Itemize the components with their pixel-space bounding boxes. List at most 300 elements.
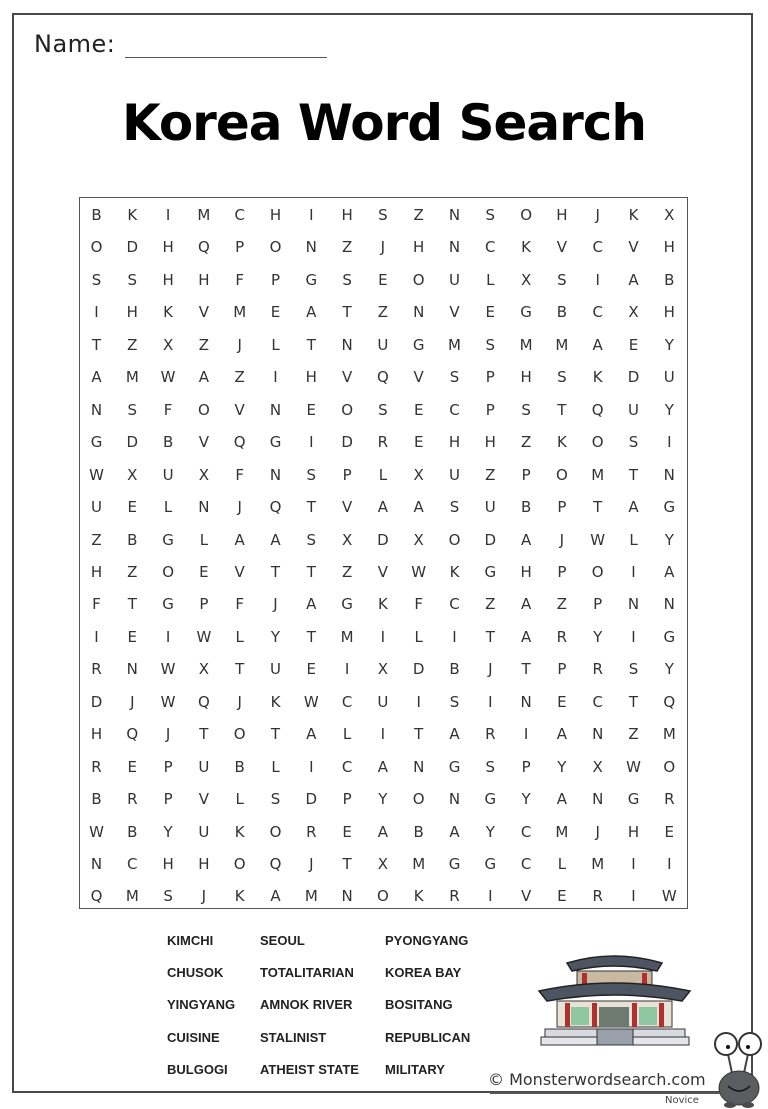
grid-cell[interactable]: Y — [557, 757, 567, 776]
grid-cell[interactable]: I — [309, 757, 314, 776]
grid-cell[interactable]: T — [628, 692, 639, 711]
grid-cell[interactable]: Q — [90, 887, 103, 906]
grid-cell[interactable]: Y — [163, 822, 173, 841]
grid-cell[interactable]: O — [90, 238, 103, 257]
grid-cell[interactable]: I — [273, 368, 278, 387]
grid-cell[interactable]: S — [485, 757, 496, 776]
grid-cell[interactable]: E — [413, 400, 424, 419]
grid-cell[interactable]: H — [520, 562, 532, 581]
grid-cell[interactable]: O — [448, 530, 461, 549]
grid-cell[interactable]: P — [521, 757, 531, 776]
grid-cell[interactable]: S — [628, 660, 639, 679]
grid-cell[interactable]: D — [627, 368, 640, 387]
grid-cell[interactable]: B — [234, 757, 245, 776]
grid-cell[interactable]: M — [340, 627, 354, 646]
grid-cell[interactable]: J — [559, 530, 565, 549]
grid-cell[interactable]: K — [556, 433, 567, 452]
grid-cell[interactable]: F — [235, 465, 244, 484]
grid-cell[interactable]: O — [162, 562, 174, 581]
grid-cell[interactable]: U — [663, 368, 675, 387]
grid-cell[interactable]: H — [663, 303, 675, 322]
grid-cell[interactable]: U — [449, 465, 460, 484]
grid-cell[interactable]: C — [520, 855, 532, 873]
grid-cell[interactable]: H — [448, 433, 461, 452]
grid-cell[interactable]: N — [90, 855, 103, 873]
grid-cell[interactable]: T — [199, 725, 209, 744]
grid-cell[interactable]: V — [377, 562, 389, 581]
grid-cell[interactable]: T — [342, 303, 352, 322]
grid-cell[interactable]: S — [342, 270, 352, 289]
grid-cell[interactable]: T — [91, 335, 102, 354]
grid-cell[interactable]: A — [234, 530, 245, 549]
grid-cell[interactable]: L — [378, 465, 388, 484]
grid-cell[interactable]: I — [523, 725, 529, 744]
grid-cell[interactable]: S — [306, 465, 317, 484]
grid-cell[interactable]: I — [380, 627, 386, 646]
grid-cell[interactable]: A — [306, 303, 317, 322]
grid-cell[interactable]: P — [270, 270, 281, 289]
grid-cell[interactable]: O — [269, 238, 282, 257]
grid-cell[interactable]: N — [341, 335, 353, 354]
grid-cell[interactable]: C — [592, 303, 603, 322]
grid-cell[interactable]: U — [449, 270, 460, 289]
grid-cell[interactable]: M — [591, 465, 605, 484]
grid-cell[interactable]: C — [127, 855, 138, 873]
grid-cell[interactable]: L — [271, 335, 280, 354]
grid-cell[interactable]: M — [448, 335, 461, 354]
grid-cell[interactable]: R — [485, 725, 496, 744]
grid-cell[interactable]: H — [269, 206, 282, 224]
grid-cell[interactable]: V — [198, 303, 210, 322]
grid-cell[interactable]: I — [631, 887, 636, 906]
grid-cell[interactable]: H — [663, 238, 675, 257]
grid-cell[interactable]: U — [484, 498, 496, 517]
grid-cell[interactable]: N — [413, 303, 425, 322]
grid-cell[interactable]: P — [521, 465, 531, 484]
grid-cell[interactable]: A — [449, 822, 460, 841]
grid-cell[interactable]: G — [484, 855, 497, 873]
grid-cell[interactable]: U — [270, 660, 281, 679]
grid-cell[interactable]: H — [198, 855, 210, 873]
grid-cell[interactable]: V — [198, 790, 210, 809]
grid-cell[interactable]: N — [592, 725, 604, 744]
grid-cell[interactable]: I — [309, 433, 314, 452]
grid-cell[interactable]: B — [91, 206, 102, 224]
grid-cell[interactable]: A — [664, 562, 675, 581]
grid-cell[interactable]: Z — [198, 335, 210, 354]
grid-cell[interactable]: O — [233, 725, 246, 744]
grid-cell[interactable]: R — [306, 822, 317, 841]
grid-cell[interactable]: U — [628, 400, 639, 419]
grid-cell[interactable]: A — [306, 725, 317, 744]
grid-cell[interactable]: B — [127, 530, 138, 549]
grid-cell[interactable]: G — [520, 303, 532, 322]
grid-cell[interactable]: O — [591, 562, 604, 581]
grid-cell[interactable]: A — [377, 498, 389, 517]
grid-cell[interactable]: F — [235, 270, 244, 289]
grid-cell[interactable]: Z — [341, 562, 353, 581]
grid-cell[interactable]: H — [484, 433, 496, 452]
grid-cell[interactable]: M — [555, 822, 569, 841]
grid-cell[interactable]: O — [341, 400, 353, 419]
grid-cell[interactable]: Y — [593, 627, 603, 646]
grid-cell[interactable]: J — [273, 595, 278, 614]
grid-cell[interactable]: Z — [341, 238, 353, 257]
grid-cell[interactable]: Z — [127, 562, 138, 581]
grid-cell[interactable]: B — [449, 660, 460, 679]
grid-cell[interactable]: H — [90, 562, 103, 581]
grid-cell[interactable]: D — [484, 530, 497, 549]
grid-cell[interactable]: Y — [664, 660, 674, 679]
grid-cell[interactable]: R — [127, 790, 138, 809]
grid-cell[interactable]: P — [557, 498, 567, 517]
grid-cell[interactable]: T — [521, 660, 531, 679]
grid-cell[interactable]: S — [521, 400, 531, 419]
grid-cell[interactable]: V — [198, 433, 210, 452]
grid-cell[interactable]: Z — [377, 303, 389, 322]
grid-cell[interactable]: G — [162, 595, 174, 614]
grid-cell[interactable]: Y — [664, 400, 674, 419]
grid-cell[interactable]: A — [628, 498, 639, 517]
grid-cell[interactable]: S — [127, 400, 138, 419]
grid-cell[interactable]: W — [160, 692, 176, 711]
grid-cell[interactable]: E — [199, 562, 209, 581]
grid-cell[interactable]: T — [235, 660, 245, 679]
grid-cell[interactable]: X — [628, 303, 639, 322]
grid-cell[interactable]: H — [126, 303, 138, 322]
grid-cell[interactable]: C — [341, 692, 353, 711]
grid-cell[interactable]: Y — [378, 790, 388, 809]
grid-cell[interactable]: J — [595, 206, 600, 224]
grid-cell[interactable]: Z — [628, 725, 639, 744]
grid-cell[interactable]: X — [520, 270, 532, 289]
grid-cell[interactable]: X — [413, 465, 424, 484]
grid-cell[interactable]: P — [342, 790, 352, 809]
grid-cell[interactable]: E — [127, 757, 138, 776]
grid-cell[interactable]: E — [557, 692, 567, 711]
grid-cell[interactable]: E — [485, 303, 496, 322]
grid-cell[interactable]: C — [449, 400, 460, 419]
grid-cell[interactable]: K — [377, 595, 388, 614]
grid-cell[interactable]: N — [663, 465, 675, 484]
grid-cell[interactable]: X — [198, 465, 210, 484]
grid-cell[interactable]: U — [377, 692, 389, 711]
grid-cell[interactable]: M — [662, 725, 676, 744]
grid-cell[interactable]: D — [412, 660, 425, 679]
grid-cell[interactable]: K — [163, 303, 174, 322]
grid-cell[interactable]: I — [488, 692, 493, 711]
grid-cell[interactable]: Z — [520, 433, 532, 452]
grid-cell[interactable]: B — [162, 433, 174, 452]
grid-cell[interactable]: B — [413, 822, 424, 841]
grid-cell[interactable]: K — [413, 887, 424, 906]
grid-cell[interactable]: P — [557, 660, 567, 679]
grid-cell[interactable]: L — [342, 725, 352, 744]
grid-cell[interactable]: K — [234, 822, 245, 841]
grid-cell[interactable]: X — [377, 660, 389, 679]
grid-cell[interactable]: A — [270, 530, 281, 549]
grid-cell[interactable]: W — [411, 562, 427, 581]
grid-cell[interactable]: K — [449, 562, 460, 581]
grid-cell[interactable]: L — [199, 530, 209, 549]
grid-cell[interactable]: B — [520, 498, 532, 517]
grid-cell[interactable]: S — [557, 368, 567, 387]
grid-cell[interactable]: G — [484, 790, 497, 809]
grid-cell[interactable]: F — [235, 595, 244, 614]
grid-cell[interactable]: C — [520, 822, 532, 841]
grid-cell[interactable]: W — [196, 627, 212, 646]
grid-cell[interactable]: R — [91, 660, 102, 679]
grid-cell[interactable]: T — [127, 595, 137, 614]
grid-cell[interactable]: L — [414, 627, 423, 646]
grid-cell[interactable]: O — [591, 433, 604, 452]
grid-cell[interactable]: N — [448, 790, 461, 809]
grid-cell[interactable]: Q — [269, 855, 282, 873]
grid-cell[interactable]: I — [416, 692, 421, 711]
grid-cell[interactable]: C — [449, 595, 460, 614]
grid-cell[interactable]: S — [378, 400, 388, 419]
grid-cell[interactable]: I — [488, 887, 493, 906]
name-blank-line[interactable] — [125, 31, 327, 58]
grid-cell[interactable]: N — [448, 206, 461, 224]
grid-cell[interactable]: V — [413, 368, 424, 387]
grid-cell[interactable]: D — [341, 433, 353, 452]
grid-cell[interactable]: H — [341, 206, 353, 224]
grid-cell[interactable]: T — [270, 562, 281, 581]
grid-cell[interactable]: J — [595, 822, 600, 841]
grid-cell[interactable]: R — [556, 627, 568, 646]
grid-cell[interactable]: A — [377, 822, 389, 841]
grid-cell[interactable]: S — [485, 206, 496, 224]
grid-cell[interactable]: G — [484, 562, 497, 581]
grid-cell[interactable]: P — [557, 562, 567, 581]
grid-cell[interactable]: A — [592, 335, 603, 354]
grid-cell[interactable]: V — [449, 303, 460, 322]
grid-cell[interactable]: I — [631, 562, 636, 581]
grid-cell[interactable]: F — [414, 595, 423, 614]
grid-cell[interactable]: H — [305, 368, 317, 387]
grid-cell[interactable]: I — [165, 627, 171, 646]
grid-cell[interactable]: P — [163, 757, 173, 776]
grid-cell[interactable]: H — [556, 206, 568, 224]
grid-cell[interactable]: T — [628, 465, 639, 484]
grid-cell[interactable]: G — [627, 790, 640, 809]
grid-cell[interactable]: M — [125, 887, 139, 906]
grid-cell[interactable]: T — [557, 400, 567, 419]
grid-cell[interactable]: U — [198, 757, 210, 776]
grid-cell[interactable]: X — [592, 757, 603, 776]
grid-cell[interactable]: G — [448, 855, 461, 873]
grid-cell[interactable]: M — [412, 855, 426, 873]
grid-cell[interactable]: P — [593, 595, 603, 614]
grid-cell[interactable]: Y — [270, 627, 281, 646]
grid-cell[interactable]: I — [595, 270, 600, 289]
grid-cell[interactable]: B — [91, 790, 102, 809]
grid-cell[interactable]: U — [377, 335, 389, 354]
grid-cell[interactable]: T — [306, 562, 316, 581]
grid-cell[interactable]: T — [306, 627, 316, 646]
grid-cell[interactable]: V — [520, 887, 532, 906]
grid-cell[interactable]: N — [520, 692, 532, 711]
grid-cell[interactable]: K — [127, 206, 138, 224]
grid-cell[interactable]: R — [449, 887, 460, 906]
grid-cell[interactable]: H — [198, 270, 210, 289]
grid-cell[interactable]: E — [127, 627, 138, 646]
grid-cell[interactable]: W — [303, 692, 319, 711]
grid-cell[interactable]: V — [556, 238, 568, 257]
grid-cell[interactable]: S — [557, 270, 567, 289]
grid-cell[interactable]: A — [556, 725, 568, 744]
grid-cell[interactable]: M — [555, 335, 569, 354]
grid-cell[interactable]: T — [342, 855, 352, 873]
grid-cell[interactable]: E — [664, 822, 675, 841]
grid-cell[interactable]: Q — [269, 498, 282, 517]
grid-cell[interactable]: Z — [234, 368, 245, 387]
grid-cell[interactable]: S — [485, 335, 496, 354]
grid-cell[interactable]: K — [521, 238, 532, 257]
grid-cell[interactable]: W — [160, 368, 176, 387]
grid-cell[interactable]: R — [91, 757, 102, 776]
grid-cell[interactable]: E — [270, 303, 281, 322]
grid-cell[interactable]: S — [449, 692, 460, 711]
grid-cell[interactable]: Z — [485, 465, 496, 484]
grid-cell[interactable]: O — [663, 757, 676, 776]
grid-cell[interactable]: A — [198, 368, 210, 387]
grid-cell[interactable]: J — [237, 498, 242, 517]
grid-cell[interactable]: O — [376, 887, 389, 906]
grid-cell[interactable]: T — [593, 498, 603, 517]
grid-cell[interactable]: A — [628, 270, 639, 289]
grid-cell[interactable]: I — [309, 206, 314, 224]
grid-cell[interactable]: P — [235, 238, 245, 257]
grid-cell[interactable]: N — [305, 238, 317, 257]
grid-cell[interactable]: E — [413, 433, 424, 452]
grid-cell[interactable]: X — [341, 530, 353, 549]
grid-cell[interactable]: P — [485, 400, 495, 419]
grid-cell[interactable]: G — [663, 627, 676, 646]
grid-cell[interactable]: W — [590, 530, 606, 549]
grid-cell[interactable]: N — [341, 887, 353, 906]
grid-cell[interactable]: R — [664, 790, 675, 809]
grid-cell[interactable]: Z — [91, 530, 102, 549]
grid-cell[interactable]: H — [162, 855, 174, 873]
grid-cell[interactable]: L — [235, 627, 244, 646]
grid-cell[interactable]: H — [162, 270, 174, 289]
grid-cell[interactable]: U — [91, 498, 102, 517]
grid-cell[interactable]: C — [234, 206, 245, 224]
grid-cell[interactable]: A — [91, 368, 102, 387]
grid-cell[interactable]: J — [130, 692, 135, 711]
grid-cell[interactable]: Q — [233, 433, 246, 452]
grid-cell[interactable]: Q — [197, 692, 210, 711]
grid-cell[interactable]: L — [486, 270, 495, 289]
grid-cell[interactable]: O — [555, 465, 568, 484]
grid-cell[interactable]: I — [667, 855, 672, 873]
grid-cell[interactable]: S — [449, 498, 460, 517]
grid-cell[interactable]: I — [344, 660, 350, 679]
grid-cell[interactable]: N — [663, 595, 675, 614]
grid-cell[interactable]: C — [592, 238, 603, 257]
grid-cell[interactable]: O — [412, 790, 425, 809]
grid-cell[interactable]: G — [663, 498, 676, 517]
grid-cell[interactable]: J — [309, 855, 314, 873]
grid-cell[interactable]: S — [127, 270, 138, 289]
grid-cell[interactable]: Z — [413, 206, 424, 224]
grid-cell[interactable]: M — [304, 887, 318, 906]
grid-cell[interactable]: O — [197, 400, 210, 419]
grid-cell[interactable]: R — [377, 433, 389, 452]
grid-cell[interactable]: S — [449, 368, 460, 387]
grid-cell[interactable]: N — [90, 400, 103, 419]
grid-cell[interactable]: K — [628, 206, 639, 224]
grid-cell[interactable]: A — [377, 757, 389, 776]
grid-cell[interactable]: P — [342, 465, 352, 484]
grid-cell[interactable]: S — [270, 790, 281, 809]
grid-cell[interactable]: E — [127, 498, 138, 517]
grid-cell[interactable]: A — [413, 498, 424, 517]
grid-cell[interactable]: X — [198, 660, 210, 679]
grid-cell[interactable]: Q — [591, 400, 604, 419]
grid-cell[interactable]: D — [126, 238, 139, 257]
grid-cell[interactable]: A — [520, 530, 532, 549]
grid-cell[interactable]: U — [162, 465, 174, 484]
grid-cell[interactable]: Z — [485, 595, 496, 614]
grid-cell[interactable]: N — [448, 238, 461, 257]
grid-cell[interactable]: A — [520, 627, 532, 646]
grid-cell[interactable]: N — [413, 757, 425, 776]
grid-cell[interactable]: G — [412, 335, 425, 354]
grid-cell[interactable]: X — [413, 530, 424, 549]
grid-cell[interactable]: J — [380, 238, 386, 257]
grid-cell[interactable]: Q — [126, 725, 139, 744]
grid-cell[interactable]: H — [413, 238, 425, 257]
grid-cell[interactable]: Y — [521, 790, 531, 809]
grid-cell[interactable]: B — [127, 822, 138, 841]
grid-cell[interactable]: V — [341, 498, 353, 517]
grid-cell[interactable]: O — [269, 822, 282, 841]
grid-cell[interactable]: M — [519, 335, 533, 354]
grid-cell[interactable]: V — [341, 368, 353, 387]
grid-cell[interactable]: L — [557, 855, 567, 873]
grid-cell[interactable]: E — [628, 335, 639, 354]
grid-cell[interactable]: N — [269, 400, 282, 419]
grid-cell[interactable]: J — [488, 660, 493, 679]
grid-cell[interactable]: D — [126, 433, 139, 452]
grid-cell[interactable]: W — [160, 660, 176, 679]
grid-cell[interactable]: A — [449, 725, 460, 744]
grid-cell[interactable]: S — [628, 433, 639, 452]
grid-cell[interactable]: N — [198, 498, 210, 517]
grid-cell[interactable]: E — [306, 400, 317, 419]
grid-cell[interactable]: L — [163, 498, 173, 517]
grid-cell[interactable]: H — [520, 368, 532, 387]
grid-cell[interactable]: U — [198, 822, 210, 841]
grid-cell[interactable]: T — [485, 627, 495, 646]
grid-cell[interactable]: X — [664, 206, 675, 224]
grid-cell[interactable]: J — [201, 887, 207, 906]
grid-cell[interactable]: X — [162, 335, 174, 354]
grid-cell[interactable]: I — [631, 627, 636, 646]
grid-cell[interactable]: I — [165, 206, 171, 224]
grid-cell[interactable]: E — [378, 270, 388, 289]
grid-cell[interactable]: K — [270, 692, 281, 711]
grid-cell[interactable]: S — [91, 270, 102, 289]
grid-cell[interactable]: T — [306, 498, 316, 517]
grid-cell[interactable]: F — [163, 400, 173, 419]
grid-cell[interactable]: D — [305, 790, 318, 809]
grid-cell[interactable]: N — [627, 595, 640, 614]
grid-cell[interactable]: I — [667, 433, 672, 452]
